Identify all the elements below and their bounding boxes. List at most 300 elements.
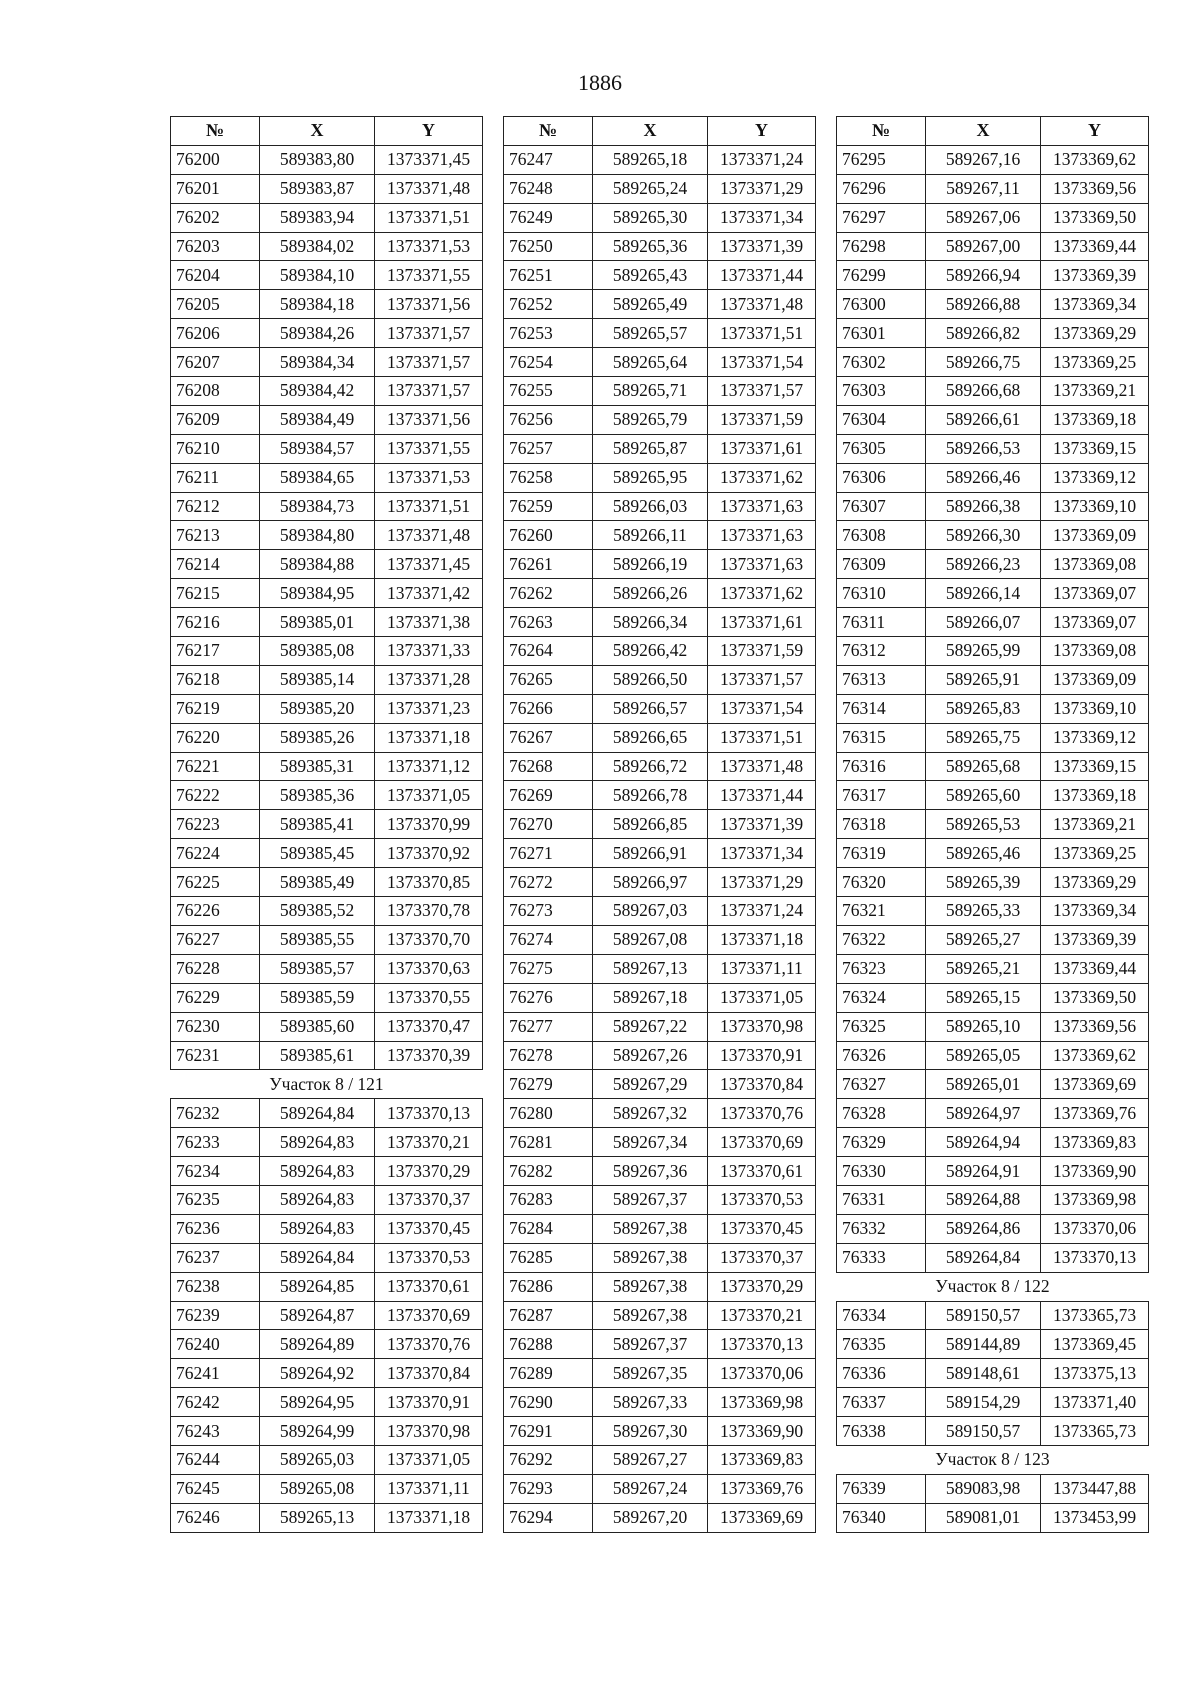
cell-x: 589265,49: [593, 290, 708, 319]
cell-y: 1373371,61: [708, 608, 816, 637]
table-row: [837, 1503, 1149, 1532]
cell-num: 76334: [837, 1301, 926, 1330]
cell-x: 589267,11: [926, 174, 1041, 203]
table-row: [837, 261, 1149, 290]
cell-y: 1373369,98: [1041, 1185, 1149, 1214]
cell-num: 76331: [837, 1185, 926, 1214]
cell-num: 76279: [504, 1070, 593, 1099]
cell-x: 589265,27: [926, 925, 1041, 954]
cell-y: 1373371,40: [1041, 1388, 1149, 1417]
table-row: [837, 319, 1149, 348]
table-row: [504, 405, 816, 434]
cell-num: 76296: [837, 174, 926, 203]
cell-num: 76236: [171, 1214, 260, 1243]
cell-num: 76285: [504, 1243, 593, 1272]
table-body: [504, 145, 816, 1532]
cell-x: 589264,89: [260, 1330, 375, 1359]
cell-x: 589265,10: [926, 1012, 1041, 1041]
table-row: [504, 319, 816, 348]
cell-num: 76204: [171, 261, 260, 290]
cell-num: 76322: [837, 925, 926, 954]
cell-y: 1373370,99: [375, 810, 483, 839]
cell-num: 76242: [171, 1388, 260, 1417]
cell-num: 76326: [837, 1041, 926, 1070]
cell-y: 1373369,10: [1041, 694, 1149, 723]
table-row: [171, 810, 483, 839]
cell-num: 76235: [171, 1185, 260, 1214]
cell-x: 589266,34: [593, 608, 708, 637]
cell-y: 1373369,62: [1041, 145, 1149, 174]
cell-x: 589383,87: [260, 174, 375, 203]
table-row: [504, 1243, 816, 1272]
cell-x: 589383,80: [260, 145, 375, 174]
table-row: [171, 1417, 483, 1446]
cell-num: 76298: [837, 232, 926, 261]
cell-num: 76273: [504, 897, 593, 926]
cell-x: 589264,99: [260, 1417, 375, 1446]
cell-y: 1373370,76: [708, 1099, 816, 1128]
cell-num: 76271: [504, 839, 593, 868]
cell-num: 76229: [171, 983, 260, 1012]
cell-num: 76253: [504, 319, 593, 348]
cell-y: 1373369,76: [1041, 1099, 1149, 1128]
cell-x: 589267,37: [593, 1185, 708, 1214]
cell-x: 589266,26: [593, 579, 708, 608]
cell-y: 1373371,45: [375, 550, 483, 579]
cell-num: 76280: [504, 1099, 593, 1128]
cell-x: 589264,87: [260, 1301, 375, 1330]
cell-num: 76265: [504, 665, 593, 694]
table-row: [504, 1099, 816, 1128]
cell-y: 1373370,06: [708, 1359, 816, 1388]
cell-num: 76222: [171, 781, 260, 810]
cell-y: 1373370,29: [708, 1272, 816, 1301]
cell-x: 589267,35: [593, 1359, 708, 1388]
cell-x: 589385,08: [260, 637, 375, 666]
cell-x: 589384,88: [260, 550, 375, 579]
cell-num: 76264: [504, 637, 593, 666]
cell-num: 76206: [171, 319, 260, 348]
table-row: [837, 983, 1149, 1012]
section-row: [837, 1272, 1149, 1301]
table-row: [171, 694, 483, 723]
cell-x: 589266,91: [593, 839, 708, 868]
cell-x: 589265,60: [926, 781, 1041, 810]
cell-num: 76328: [837, 1099, 926, 1128]
cell-num: 76320: [837, 868, 926, 897]
cell-x: 589264,84: [926, 1243, 1041, 1272]
cell-x: 589267,38: [593, 1214, 708, 1243]
cell-num: 76226: [171, 897, 260, 926]
table-body: [837, 145, 1149, 1532]
table-row: [504, 1012, 816, 1041]
cell-x: 589144,89: [926, 1330, 1041, 1359]
cell-x: 589267,00: [926, 232, 1041, 261]
table-row: [504, 954, 816, 983]
cell-y: 1373369,21: [1041, 810, 1149, 839]
cell-y: 1373369,08: [1041, 637, 1149, 666]
cell-num: 76293: [504, 1474, 593, 1503]
cell-x: 589266,53: [926, 434, 1041, 463]
table-row: [171, 377, 483, 406]
cell-num: 76340: [837, 1503, 926, 1532]
cell-x: 589267,38: [593, 1301, 708, 1330]
cell-x: 589265,13: [260, 1503, 375, 1532]
cell-num: 76215: [171, 579, 260, 608]
cell-num: 76234: [171, 1157, 260, 1186]
cell-num: 76277: [504, 1012, 593, 1041]
header-x: X: [593, 117, 708, 146]
table-row: [504, 1157, 816, 1186]
cell-num: 76266: [504, 694, 593, 723]
cell-y: 1373370,13: [1041, 1243, 1149, 1272]
cell-num: 76217: [171, 637, 260, 666]
cell-y: 1373371,05: [708, 983, 816, 1012]
cell-x: 589265,33: [926, 897, 1041, 926]
cell-y: 1373371,45: [375, 145, 483, 174]
cell-x: 589267,16: [926, 145, 1041, 174]
cell-y: 1373371,63: [708, 550, 816, 579]
section-label: Участок 8 / 123: [837, 1445, 1149, 1474]
cell-y: 1373371,48: [708, 752, 816, 781]
cell-x: 589083,98: [926, 1474, 1041, 1503]
cell-y: 1373370,61: [708, 1157, 816, 1186]
cell-x: 589265,21: [926, 954, 1041, 983]
cell-x: 589265,05: [926, 1041, 1041, 1070]
cell-num: 76270: [504, 810, 593, 839]
cell-y: 1373371,59: [708, 405, 816, 434]
cell-x: 589267,13: [593, 954, 708, 983]
cell-num: 76227: [171, 925, 260, 954]
cell-x: 589265,83: [926, 694, 1041, 723]
cell-num: 76319: [837, 839, 926, 868]
cell-y: 1373369,25: [1041, 839, 1149, 868]
table-row: [504, 290, 816, 319]
cell-y: 1373369,15: [1041, 752, 1149, 781]
cell-num: 76214: [171, 550, 260, 579]
cell-y: 1373369,08: [1041, 550, 1149, 579]
cell-y: 1373370,84: [375, 1359, 483, 1388]
cell-num: 76239: [171, 1301, 260, 1330]
cell-y: 1373370,21: [375, 1128, 483, 1157]
cell-y: 1373369,12: [1041, 463, 1149, 492]
table-row: [504, 579, 816, 608]
cell-x: 589265,18: [593, 145, 708, 174]
cell-y: 1373371,18: [708, 925, 816, 954]
cell-x: 589267,38: [593, 1272, 708, 1301]
cell-x: 589267,36: [593, 1157, 708, 1186]
cell-x: 589384,80: [260, 521, 375, 550]
cell-num: 76323: [837, 954, 926, 983]
cell-y: 1373365,73: [1041, 1301, 1149, 1330]
table-row: [837, 145, 1149, 174]
table-header-row: [504, 117, 816, 146]
table-row: [837, 1214, 1149, 1243]
table-row: [504, 1474, 816, 1503]
cell-y: 1373371,51: [708, 723, 816, 752]
cell-y: 1373370,37: [375, 1185, 483, 1214]
table-row: [837, 1185, 1149, 1214]
cell-y: 1373371,44: [708, 781, 816, 810]
cell-y: 1373370,76: [375, 1330, 483, 1359]
table-row: [171, 290, 483, 319]
cell-num: 76312: [837, 637, 926, 666]
cell-y: 1373369,44: [1041, 954, 1149, 983]
cell-x: 589267,06: [926, 203, 1041, 232]
cell-x: 589264,83: [260, 1185, 375, 1214]
cell-y: 1373371,57: [708, 665, 816, 694]
cell-num: 76333: [837, 1243, 926, 1272]
cell-y: 1373369,15: [1041, 434, 1149, 463]
cell-x: 589266,46: [926, 463, 1041, 492]
cell-x: 589150,57: [926, 1417, 1041, 1446]
header-num: №: [504, 117, 593, 146]
cell-num: 76299: [837, 261, 926, 290]
cell-y: 1373371,42: [375, 579, 483, 608]
cell-y: 1373371,39: [708, 232, 816, 261]
cell-num: 76335: [837, 1330, 926, 1359]
cell-y: 1373369,50: [1041, 203, 1149, 232]
cell-x: 589264,88: [926, 1185, 1041, 1214]
cell-num: 76200: [171, 145, 260, 174]
cell-y: 1373375,13: [1041, 1359, 1149, 1388]
table-row: [504, 983, 816, 1012]
header-x: X: [926, 117, 1041, 146]
table-row: [171, 1157, 483, 1186]
table-row: [837, 1359, 1149, 1388]
cell-num: 76209: [171, 405, 260, 434]
cell-num: 76283: [504, 1185, 593, 1214]
cell-x: 589266,11: [593, 521, 708, 550]
cell-x: 589267,18: [593, 983, 708, 1012]
cell-num: 76309: [837, 550, 926, 579]
table-row: [504, 377, 816, 406]
cell-num: 76339: [837, 1474, 926, 1503]
cell-num: 76256: [504, 405, 593, 434]
table-row: [171, 983, 483, 1012]
table-row: [171, 637, 483, 666]
table-row: [837, 637, 1149, 666]
table-row: [837, 897, 1149, 926]
cell-x: 589266,42: [593, 637, 708, 666]
cell-y: 1373370,13: [375, 1099, 483, 1128]
cell-x: 589384,57: [260, 434, 375, 463]
cell-y: 1373371,53: [375, 463, 483, 492]
table-row: [837, 608, 1149, 637]
cell-y: 1373371,57: [375, 348, 483, 377]
cell-x: 589265,95: [593, 463, 708, 492]
cell-y: 1373369,56: [1041, 174, 1149, 203]
cell-y: 1373370,78: [375, 897, 483, 926]
cell-num: 76238: [171, 1272, 260, 1301]
cell-num: 76257: [504, 434, 593, 463]
cell-x: 589384,26: [260, 319, 375, 348]
cell-x: 589266,07: [926, 608, 1041, 637]
cell-num: 76287: [504, 1301, 593, 1330]
cell-y: 1373371,38: [375, 608, 483, 637]
cell-y: 1373371,05: [375, 1445, 483, 1474]
table-row: [171, 1359, 483, 1388]
cell-x: 589384,42: [260, 377, 375, 406]
table-row: [171, 174, 483, 203]
cell-y: 1373365,73: [1041, 1417, 1149, 1446]
table-row: [171, 463, 483, 492]
cell-y: 1373369,18: [1041, 781, 1149, 810]
cell-x: 589265,43: [593, 261, 708, 290]
cell-num: 76232: [171, 1099, 260, 1128]
cell-num: 76290: [504, 1388, 593, 1417]
cell-num: 76262: [504, 579, 593, 608]
cell-y: 1373369,25: [1041, 348, 1149, 377]
table-row: [837, 839, 1149, 868]
table-row: [171, 752, 483, 781]
table-row: [504, 261, 816, 290]
cell-x: 589266,88: [926, 290, 1041, 319]
cell-num: 76316: [837, 752, 926, 781]
cell-x: 589081,01: [926, 1503, 1041, 1532]
table-row: [171, 521, 483, 550]
cell-x: 589266,82: [926, 319, 1041, 348]
cell-y: 1373371,23: [375, 694, 483, 723]
table-row: [837, 492, 1149, 521]
cell-num: 76241: [171, 1359, 260, 1388]
coordinates-table-2: [503, 116, 816, 1533]
section-label: Участок 8 / 122: [837, 1272, 1149, 1301]
cell-num: 76228: [171, 954, 260, 983]
cell-x: 589385,26: [260, 723, 375, 752]
cell-y: 1373369,69: [1041, 1070, 1149, 1099]
table-row: [837, 521, 1149, 550]
page-number: 1886: [578, 70, 622, 95]
cell-x: 589264,91: [926, 1157, 1041, 1186]
table-row: [504, 492, 816, 521]
cell-x: 589385,49: [260, 868, 375, 897]
cell-y: 1373371,57: [708, 377, 816, 406]
cell-num: 76211: [171, 463, 260, 492]
cell-x: 589384,02: [260, 232, 375, 261]
table-row: [171, 897, 483, 926]
cell-x: 589385,31: [260, 752, 375, 781]
cell-y: 1373371,63: [708, 521, 816, 550]
table-header-row: [171, 117, 483, 146]
table-row: [171, 203, 483, 232]
cell-x: 589385,36: [260, 781, 375, 810]
cell-num: 76250: [504, 232, 593, 261]
cell-x: 589266,61: [926, 405, 1041, 434]
cell-x: 589265,64: [593, 348, 708, 377]
cell-y: 1373369,76: [708, 1474, 816, 1503]
cell-y: 1373371,51: [708, 319, 816, 348]
cell-num: 76249: [504, 203, 593, 232]
cell-y: 1373369,34: [1041, 897, 1149, 926]
cell-num: 76291: [504, 1417, 593, 1446]
section-row: [171, 1070, 483, 1099]
cell-x: 589383,94: [260, 203, 375, 232]
cell-x: 589385,57: [260, 954, 375, 983]
cell-x: 589266,65: [593, 723, 708, 752]
cell-num: 76245: [171, 1474, 260, 1503]
cell-num: 76225: [171, 868, 260, 897]
cell-x: 589385,45: [260, 839, 375, 868]
table-row: [837, 1474, 1149, 1503]
cell-y: 1373369,62: [1041, 1041, 1149, 1070]
cell-num: 76313: [837, 665, 926, 694]
cell-y: 1373369,09: [1041, 521, 1149, 550]
cell-y: 1373371,34: [708, 203, 816, 232]
cell-x: 589264,85: [260, 1272, 375, 1301]
cell-num: 76308: [837, 521, 926, 550]
cell-x: 589265,03: [260, 1445, 375, 1474]
cell-x: 589266,72: [593, 752, 708, 781]
table-row: [171, 1012, 483, 1041]
table-row: [171, 1272, 483, 1301]
cell-y: 1373370,45: [375, 1214, 483, 1243]
table-row: [504, 463, 816, 492]
cell-x: 589266,85: [593, 810, 708, 839]
table-row: [171, 1041, 483, 1070]
cell-x: 589265,15: [926, 983, 1041, 1012]
table-body: [171, 145, 483, 1532]
cell-x: 589265,75: [926, 723, 1041, 752]
cell-y: 1373369,90: [1041, 1157, 1149, 1186]
table-row: [171, 579, 483, 608]
cell-y: 1373371,57: [375, 377, 483, 406]
cell-y: 1373371,48: [375, 521, 483, 550]
cell-num: 76275: [504, 954, 593, 983]
table-row: [504, 174, 816, 203]
cell-num: 76325: [837, 1012, 926, 1041]
cell-x: 589385,41: [260, 810, 375, 839]
header-num: №: [171, 117, 260, 146]
cell-num: 76240: [171, 1330, 260, 1359]
cell-num: 76230: [171, 1012, 260, 1041]
cell-x: 589265,99: [926, 637, 1041, 666]
cell-y: 1373370,70: [375, 925, 483, 954]
cell-y: 1373370,63: [375, 954, 483, 983]
table-row: [171, 1243, 483, 1272]
cell-x: 589267,29: [593, 1070, 708, 1099]
table-row: [171, 1388, 483, 1417]
cell-x: 589266,50: [593, 665, 708, 694]
cell-x: 589265,36: [593, 232, 708, 261]
table-row: [504, 1359, 816, 1388]
cell-x: 589385,14: [260, 665, 375, 694]
cell-x: 589267,26: [593, 1041, 708, 1070]
cell-num: 76210: [171, 434, 260, 463]
cell-x: 589265,91: [926, 665, 1041, 694]
cell-num: 76304: [837, 405, 926, 434]
cell-y: 1373371,61: [708, 434, 816, 463]
cell-num: 76203: [171, 232, 260, 261]
table-row: [837, 1041, 1149, 1070]
coordinates-table-1: [170, 116, 483, 1533]
cell-num: 76254: [504, 348, 593, 377]
cell-num: 76327: [837, 1070, 926, 1099]
table-row: [837, 174, 1149, 203]
table-row: [504, 1128, 816, 1157]
cell-y: 1373370,45: [708, 1214, 816, 1243]
cell-num: 76251: [504, 261, 593, 290]
table-row: [171, 954, 483, 983]
table-row: [171, 319, 483, 348]
table-row: [504, 1330, 816, 1359]
cell-num: 76332: [837, 1214, 926, 1243]
cell-y: 1373369,07: [1041, 608, 1149, 637]
cell-num: 76284: [504, 1214, 593, 1243]
cell-y: 1373371,62: [708, 463, 816, 492]
table-row: [504, 434, 816, 463]
table-row: [171, 232, 483, 261]
